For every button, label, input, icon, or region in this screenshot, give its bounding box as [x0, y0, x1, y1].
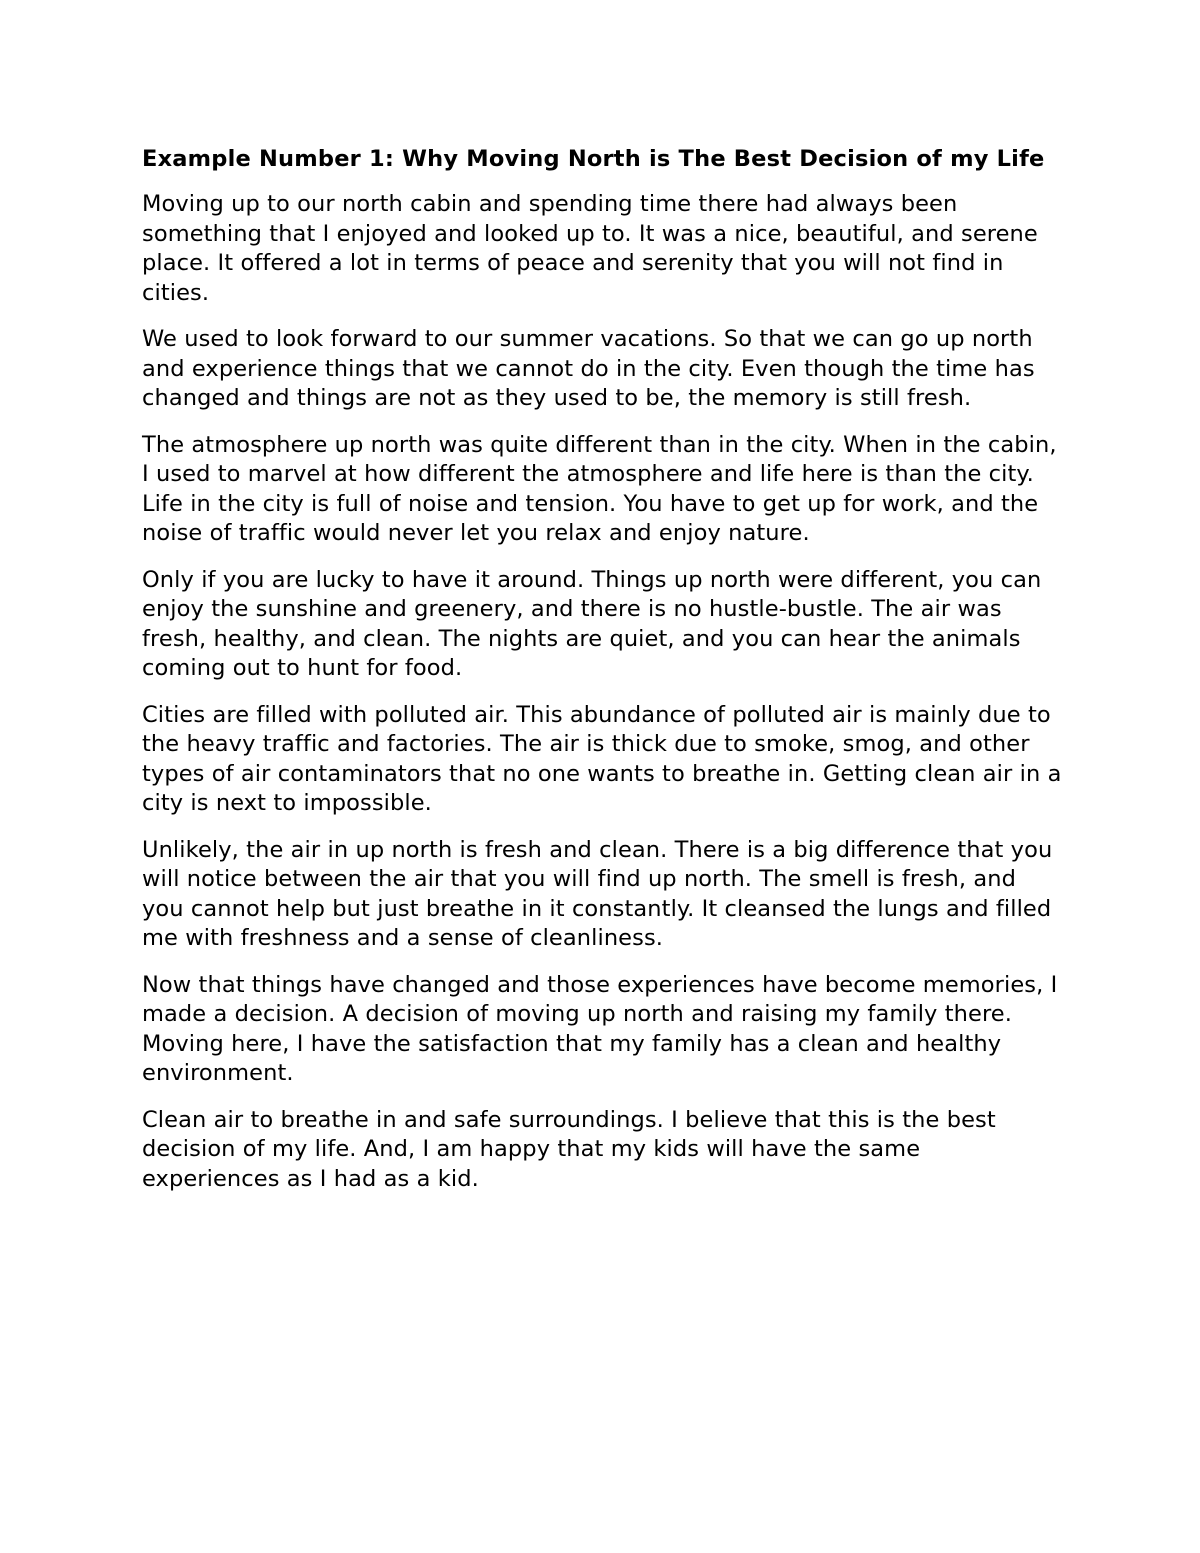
paragraph-7: Now that things have changed and those experiences have become memories, I made a decision. A decision of moving up north and raising my family there. Moving here, I have the satisfaction that my family has a clean and healthy environment. [142, 971, 1058, 1086]
paragraph-3: The atmosphere up north was quite different than in the city. When in the cabin, I used to marvel at how different the atmosphere and life here is than the city. Life in the city is full of noise and tension. You have to get up for work, and the noise of traffic would never let you relax and enjoy nature. [142, 431, 1057, 546]
paragraph-2: We used to look forward to our summer vacations. So that we can go up north and experience things that we cannot do in the city. Even though the time has changed and things are not as they used to be, the memory is still fresh. [142, 326, 1035, 411]
paragraph-6: Unlikely, the air in up north is fresh and clean. There is a big difference that you will notice between the air that you will find up north. The smell is fresh, and you cannot help but just breathe in it constantly. It cleansed the lungs and filled me with freshness and a sense of cleanliness. [142, 836, 1053, 951]
paragraph-5: Cities are filled with polluted air. This abundance of polluted air is mainly due to the heavy traffic and factories. The air is thick due to smoke, smog, and other types of air contaminators that no one wants to breathe in. Getting clean air in a city is next to impossible. [142, 701, 1062, 816]
paragraph-1: Moving up to our north cabin and spending time there had always been something that I enjoyed and looked up to. It was a nice, beautiful, and serene place. It offered a lot in terms of peace and serenity that you will not find in cities. [142, 191, 1038, 306]
paragraph-4: Only if you are lucky to have it around. Things up north were different, you can enjoy the sunshine and greenery, and there is no hustle-bustle. The air was fresh, healthy, and clean. The nights are quiet, and you can hear the animals coming out to hunt for food. [142, 566, 1042, 681]
document-title: Example Number 1: Why Moving North is The Best Decision of my Life [142, 146, 1045, 172]
paragraph-8: Clean air to breathe in and safe surroundings. I believe that this is the best decision of my life. And, I am happy that my kids will have the same experiences as I had as a kid. [142, 1106, 996, 1192]
document-body [142, 144, 1062, 1211]
